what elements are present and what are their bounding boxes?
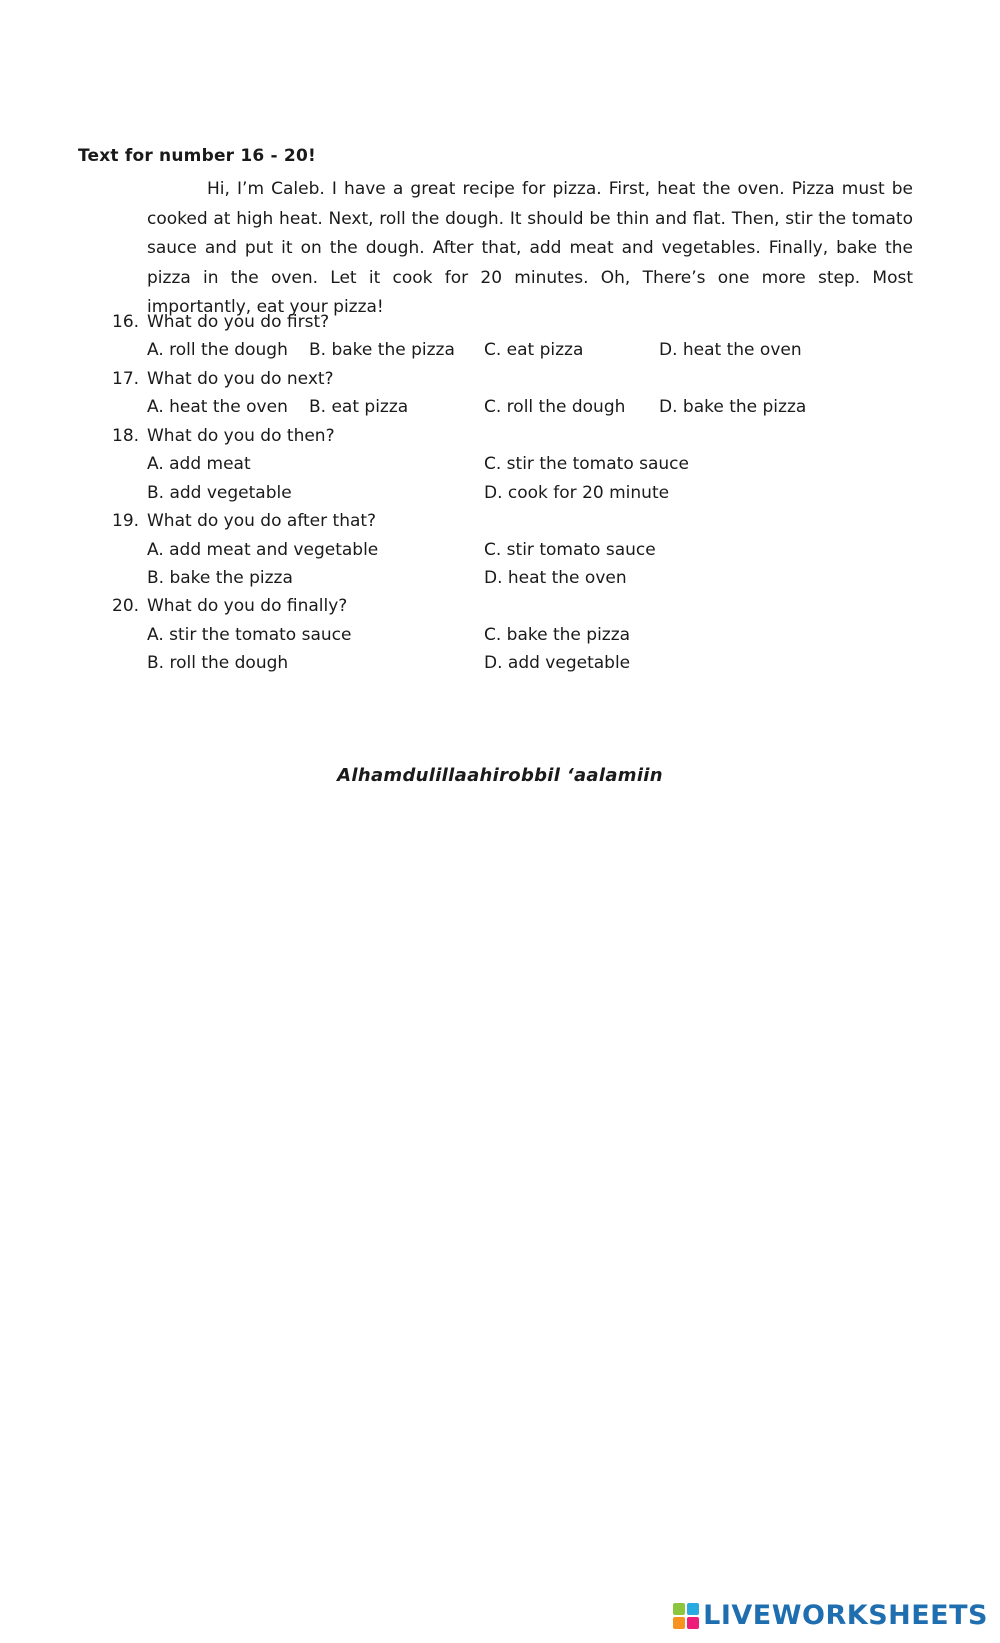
- question-number: 20.: [112, 596, 140, 616]
- question-text: What do you do then?: [147, 426, 335, 446]
- question-text: What do you do next?: [147, 369, 334, 389]
- option-b: B. add vegetable: [147, 483, 292, 503]
- option-c: C. bake the pizza: [484, 625, 631, 645]
- option-b: B. eat pizza: [309, 397, 409, 417]
- option-d: D. heat the oven: [484, 568, 627, 588]
- question-number: 17.: [112, 369, 140, 389]
- section-heading: Text for number 16 - 20!: [78, 146, 316, 166]
- option-c: C. stir the tomato sauce: [484, 454, 689, 474]
- option-c: C. eat pizza: [484, 340, 584, 360]
- option-b: B. roll the dough: [147, 653, 289, 673]
- question-number: 18.: [112, 426, 140, 446]
- liveworksheets-brand: [673, 1600, 988, 1631]
- reading-passage: Hi, I’m Caleb. I have a great recipe for pizza. First, heat the oven. Pizza must be cooked at high heat. Next, roll the dough. It should be thin and flat. Then, stir the tomato sauce and put it on the dough. After that, add meat and vegetables. Finally, bake the pizza in the oven. Let it cook for 20 minutes. Oh, There’s one more step. Most importantly, eat your pizza!: [147, 179, 913, 318]
- option-a: A. roll the dough: [147, 340, 288, 360]
- option-d: D. add vegetable: [484, 653, 631, 673]
- option-d: D. heat the oven: [659, 340, 802, 360]
- option-d: D. cook for 20 minute: [484, 483, 670, 503]
- question-text: What do you do finally?: [147, 596, 348, 616]
- question-number: 16.: [112, 312, 140, 332]
- option-b: B. bake the pizza: [147, 568, 293, 588]
- question-text: What do you do after that?: [147, 511, 377, 531]
- liveworksheets-logo-icon: [673, 1603, 699, 1629]
- option-a: A. stir the tomato sauce: [147, 625, 352, 645]
- option-a: A. heat the oven: [147, 397, 288, 417]
- question-text: What do you do first?: [147, 312, 330, 332]
- closing-phrase: Alhamdulillaahirobbil ‘aalamiin: [337, 765, 663, 786]
- option-b: B. bake the pizza: [309, 340, 455, 360]
- option-a: A. add meat: [147, 454, 251, 474]
- brand-wordmark: LIVEWORKSHEETS: [703, 1600, 988, 1631]
- option-c: C. roll the dough: [484, 397, 626, 417]
- question-number: 19.: [112, 511, 140, 531]
- option-d: D. bake the pizza: [659, 397, 807, 417]
- option-a: A. add meat and vegetable: [147, 540, 379, 560]
- option-c: C. stir tomato sauce: [484, 540, 656, 560]
